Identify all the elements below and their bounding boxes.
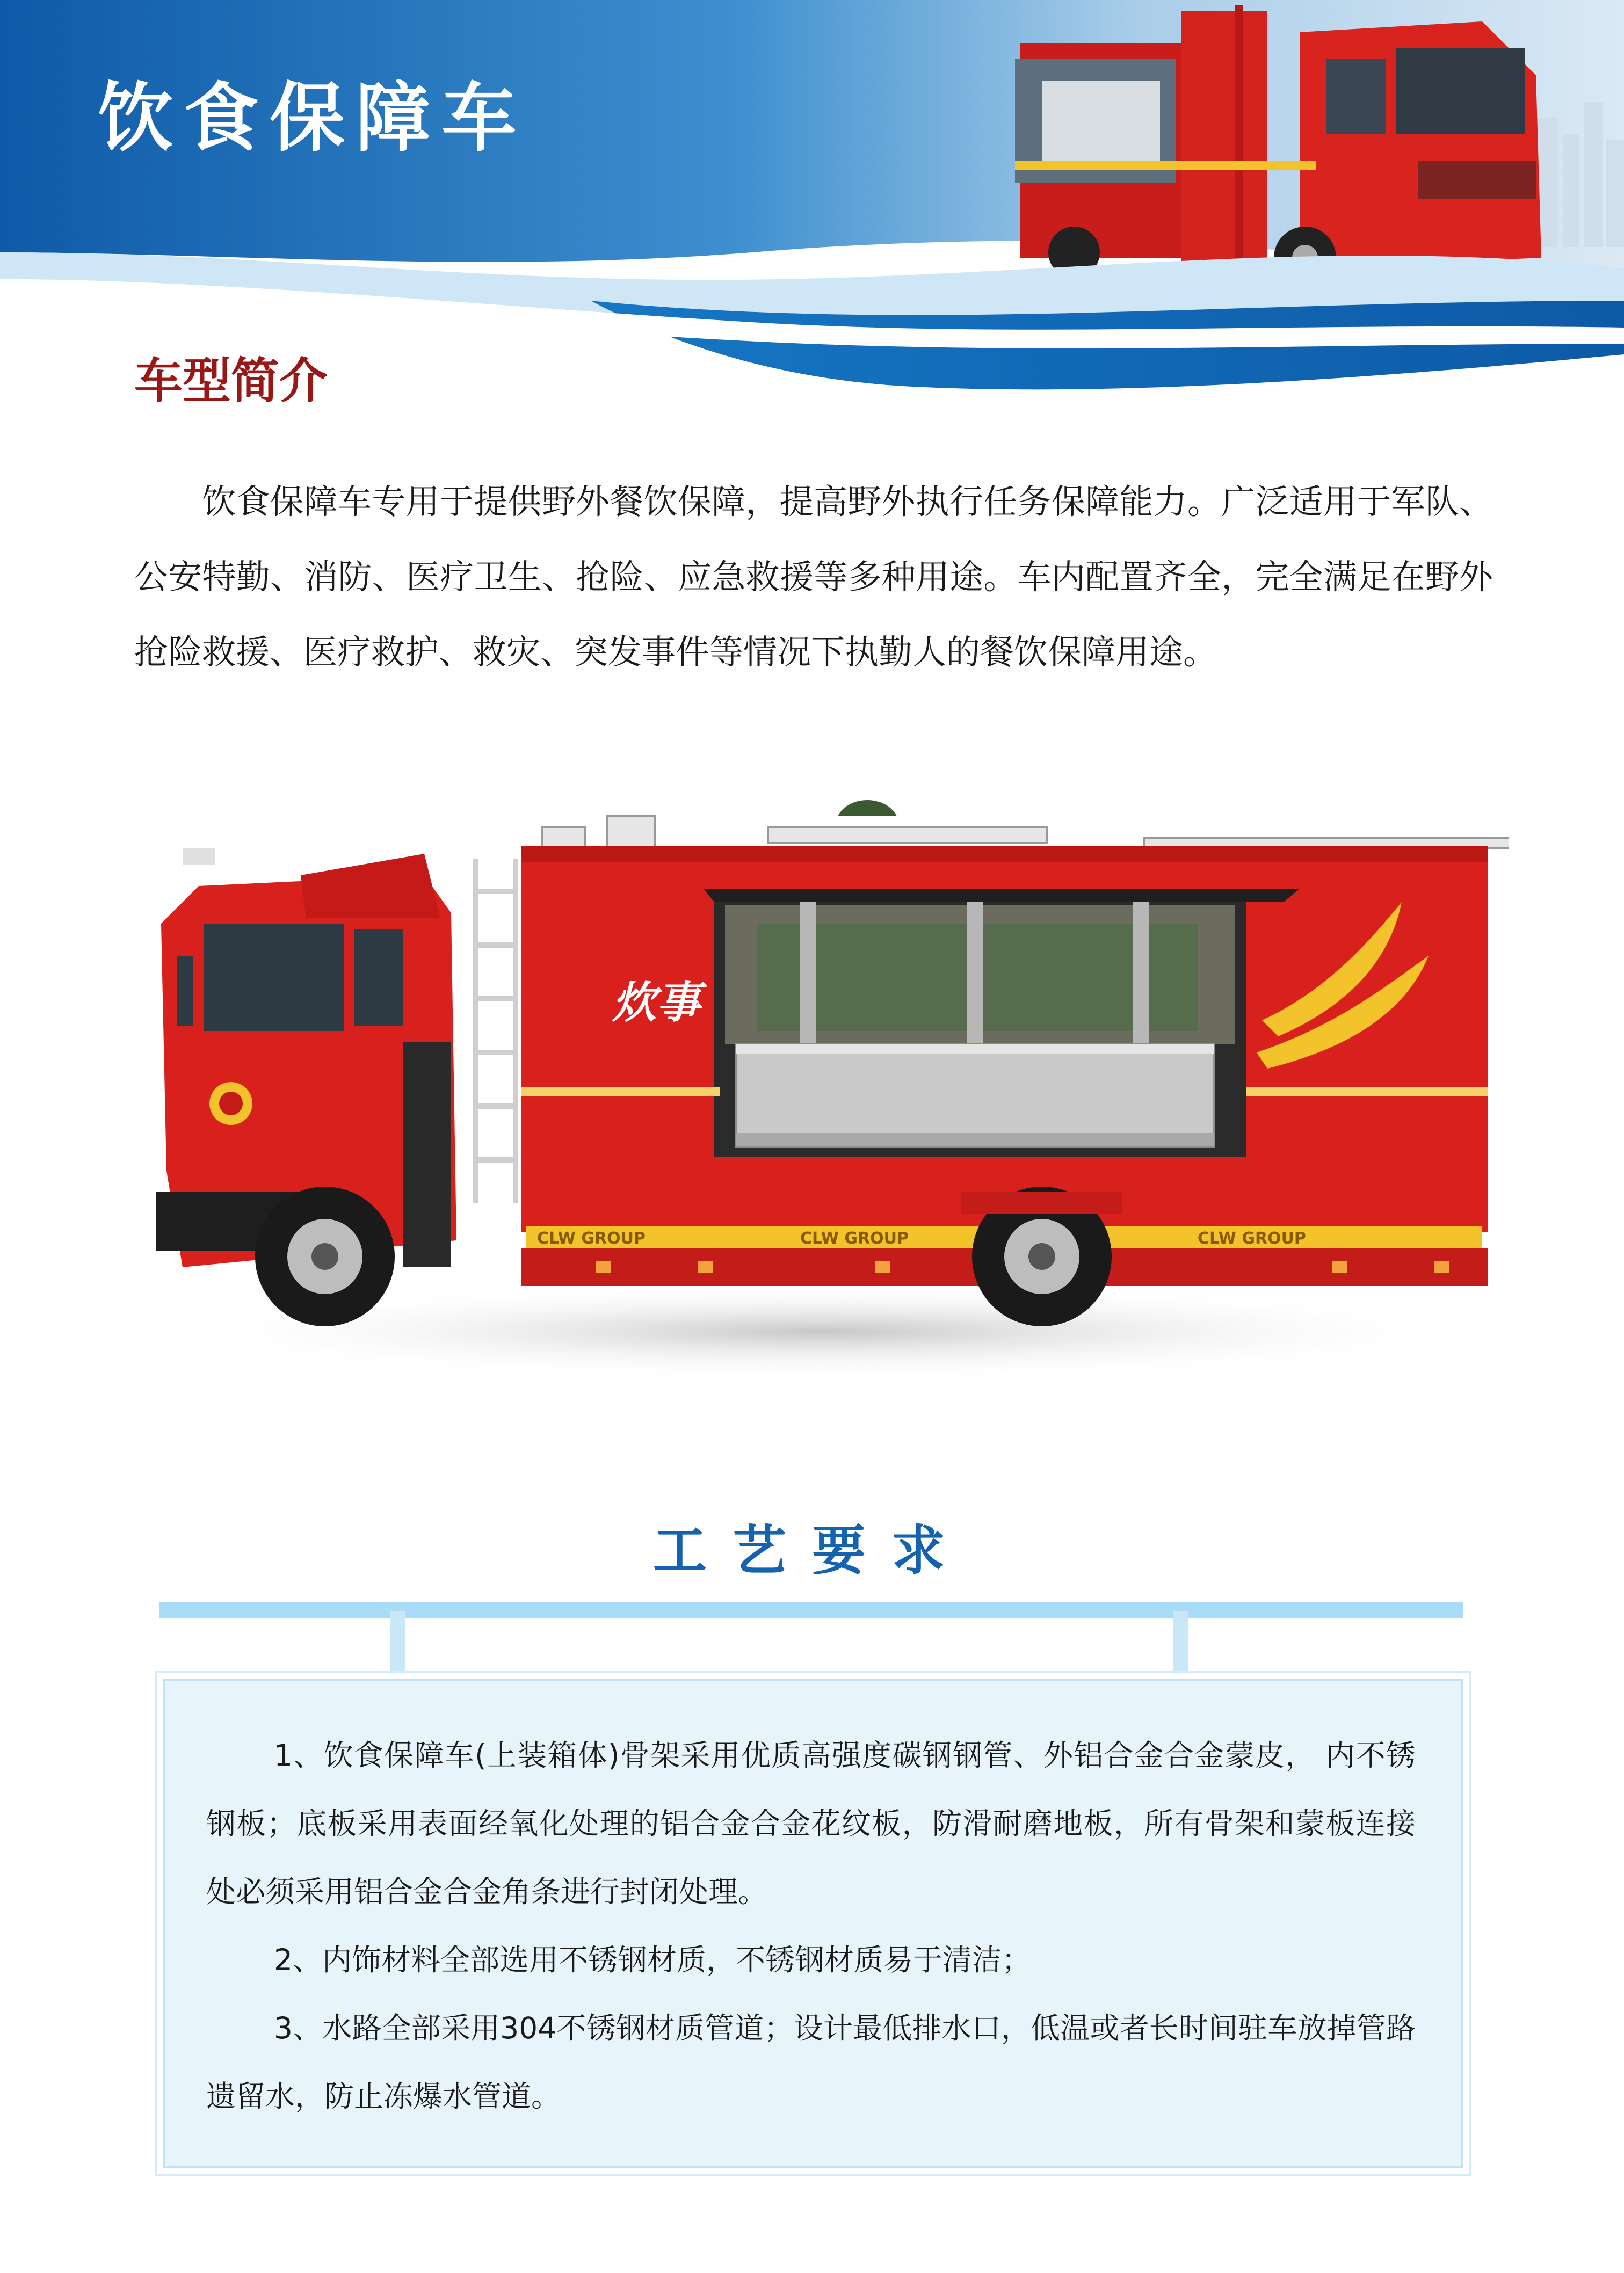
header-banner [0,0,1624,408]
front-wheel [255,1187,395,1326]
document-title: 饮食保障车 [98,74,528,162]
roof-rack [542,816,1509,848]
stripe-brand-2: CLW GROUP [800,1229,909,1248]
truck-image [124,795,1509,1396]
intro-paragraph: 饮食保障车专用于提供野外餐饮保障，提高野外执行任务保障能力。广泛适用于军队、公安特勤、消防、医疗卫生、抢险、应急救援等多种用途。车内配置齐全，完全满足在野外抢险救援、医疗救护、救灾、突发事件等情况下执勤人的餐饮保障用途。 [134,482,1493,672]
stripe-brand-1: CLW GROUP [537,1229,646,1248]
requirements-list [206,1722,1416,2131]
rule-connector-left [390,1611,405,1681]
stainless-counter [736,1044,1214,1146]
rule-connector-right [1173,1611,1188,1681]
awning [704,889,1300,902]
cab-window [204,924,344,1031]
intro-heading: 车型简介 [134,353,328,409]
stripe-brand-3: CLW GROUP [1198,1229,1306,1248]
requirement-item-1: 1、饮食保障车(上装箱体)骨架采用优质高强度碳钢钢管、外铝合金合金蒙皮， 内不锈钢板；底板采用表面经氧化处理的铝合金合金花纹板，防滑耐磨地板，所有骨架和蒙板连接处必须采用铝合金合金角条进行封闭处理。 [206,1738,1416,1909]
side-ladder [475,859,516,1203]
requirement-item-2: 2、内饰材料全部选用不锈钢材质，不锈钢材质易于清洁； [274,1943,1031,1977]
truck-side-text: 炊事 [612,977,700,1028]
requirement-item-3: 3、水路全部采用304不锈钢材质管道；设计最低排水口，低温或者长时间驻车放掉管路遗留水，防止冻爆水管道。 [206,2011,1416,2114]
craft-heading: 工艺要求 [653,1519,971,1582]
roof-plant [838,800,897,816]
heading-rule [159,1602,1463,1618]
